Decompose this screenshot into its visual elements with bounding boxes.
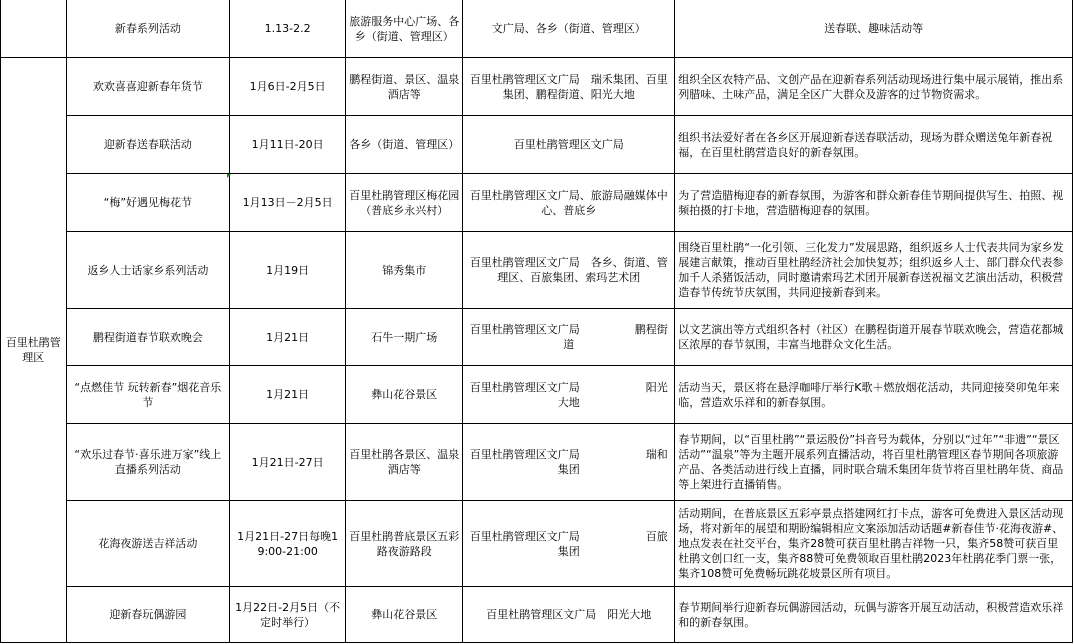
activity-date-cell[interactable]: 1月6日-2月5日: [230, 58, 346, 116]
activity-place-cell[interactable]: 百里杜鹃管理区梅花园（普底乡永兴村）: [346, 174, 463, 232]
activity-organizer-cell[interactable]: 百里杜鹃管理区文广局、旅游局融媒体中心、普底乡: [463, 174, 675, 232]
activity-organizer-cell[interactable]: 百里杜鹃管理区文广局: [463, 116, 675, 174]
activity-content-cell[interactable]: 春节期间，以“百里杜鹃”“景运股份”抖音号为载体，分别以“过年”“非遗”“景区活动”“温泉”等为主题开展系列直播活动，将百里杜鹃管理区春节期间各项旅游产品、各类活动进行线上直播，同时联合瑞禾集团年货节将百里杜鹃年货、商品等上架进行直播销售。: [675, 424, 1073, 501]
table-row: [1, 309, 1073, 366]
activity-date-cell[interactable]: 1.13-2.2: [230, 0, 346, 58]
region-cell[interactable]: 百里杜鹃管理区: [1, 58, 67, 643]
activity-place-cell[interactable]: 鹏程街道、景区、温泉酒店等: [346, 58, 463, 116]
table-row: [1, 232, 1073, 309]
table-row: [1, 424, 1073, 501]
table-row: [1, 174, 1073, 232]
activity-name-cell[interactable]: 欢欢喜喜迎新春年货节: [66, 58, 230, 116]
activity-name-cell[interactable]: 鹏程街道春节联欢晚会: [66, 309, 230, 366]
activity-content-cell[interactable]: 围绕百里杜鹃“一化引领、三化发力”发展思路，组织返乡人士代表共同为家乡发展建言献策，推动百里杜鹃经济社会加快复苏；组织返乡人士、部门群众代表参加千人杀猪饭活动，同时邀请索玛艺术团开展新春送祝福文艺演出活动，积极营造春节传统节庆氛围，共同迎接新春到来。: [675, 232, 1073, 309]
activity-organizer-cell[interactable]: 百里杜鹃管理区文广局 鹏程街道: [463, 309, 675, 366]
table-row: [1, 366, 1073, 424]
activity-content-cell[interactable]: 为了营造腊梅迎春的新春氛围，为游客和群众新春佳节期间提供写生、拍照、视频拍摄的打卡地，营造腊梅迎春的氛围。: [675, 174, 1073, 232]
activity-date-cell[interactable]: 1月13日－2月5日: [230, 174, 346, 232]
table-row: [1, 58, 1073, 116]
activity-organizer-cell[interactable]: 文广局、各乡（街道、管理区）: [463, 0, 675, 58]
activity-place-cell[interactable]: 旅游服务中心广场、各乡（街道、管理区）: [346, 0, 463, 58]
activity-name-cell[interactable]: 迎新春送春联活动: [66, 116, 230, 174]
cell-comment-marker-icon: [227, 174, 231, 178]
activity-content-cell[interactable]: 组织全区农特产品、文创产品在迎新春系列活动现场进行集中展示展销，推出系列腊味、土味产品，满足全区广大群众及游客的过节物资需求。: [675, 58, 1073, 116]
activity-date-cell[interactable]: 1月11日-20日: [230, 116, 346, 174]
activity-content-cell[interactable]: 活动期间，在普底景区五彩亭景点搭建网红打卡点，游客可免费进入景区活动现场，将对新年的展望和期盼编辑相应文案添加活动话题#新春佳节·花海夜游#、地点发表在社交平台，集齐28赞可获百里杜鹃吉祥物一只，集齐58赞可获百里杜鹃文创口红一支，集齐88赞可免费领取百里杜鹃2023年杜鹃花季门票一张，集齐108赞可免费畅玩跳花坡景区所有项目。: [675, 501, 1073, 587]
activity-organizer-cell[interactable]: 百里杜鹃管理区文广局 瑞和集团: [463, 424, 675, 501]
activity-date-cell[interactable]: 1月21日: [230, 366, 346, 424]
activity-date-cell[interactable]: 1月19日: [230, 232, 346, 309]
activity-date-cell[interactable]: 1月21日: [230, 309, 346, 366]
table-row: [1, 0, 1073, 58]
row-blank-cell: [1, 0, 67, 58]
activity-date-cell[interactable]: 1月22日-2月5日（不定时举行）: [230, 587, 346, 643]
activity-content-cell[interactable]: 春节期间举行迎新春玩偶游园活动，玩偶与游客开展互动活动，积极营造欢乐祥和的新春氛围。: [675, 587, 1073, 643]
activity-content-cell[interactable]: 组织书法爱好者在各乡区开展迎新春送春联活动，现场为群众赠送兔年新春祝福，在百里杜鹃营造良好的新春氛围。: [675, 116, 1073, 174]
activity-content-cell[interactable]: 活动当天，景区将在悬浮咖啡厅举行K歌＋燃放烟花活动，共同迎接癸卯兔年来临，营造欢乐祥和的新春氛围。: [675, 366, 1073, 424]
activity-name-cell[interactable]: “欢乐过春节·喜乐进万家”线上直播系列活动: [66, 424, 230, 501]
activity-organizer-cell[interactable]: 百里杜鹃管理区文广局 瑞禾集团、百里集团、鹏程街道、阳光大地: [463, 58, 675, 116]
activity-date-cell[interactable]: 1月21日-27日: [230, 424, 346, 501]
activity-organizer-cell[interactable]: 百里杜鹃管理区文广局 百旅集团: [463, 501, 675, 587]
activity-place-cell[interactable]: 百里杜鹃普底景区五彩路夜游路段: [346, 501, 463, 587]
activity-place-cell[interactable]: 石牛一期广场: [346, 309, 463, 366]
table-row: [1, 116, 1073, 174]
activity-place-cell[interactable]: 各乡（街道、管理区）: [346, 116, 463, 174]
activity-place-cell[interactable]: 锦秀集市: [346, 232, 463, 309]
activity-organizer-cell[interactable]: 百里杜鹃管理区文广局 各乡、街道、管理区、百旅集团、索玛艺术团: [463, 232, 675, 309]
activity-name-cell[interactable]: 返乡人士话家乡系列活动: [66, 232, 230, 309]
activity-organizer-cell[interactable]: 百里杜鹃管理区文广局 阳光大地: [463, 366, 675, 424]
table-row: [1, 501, 1073, 587]
activity-name-cell[interactable]: 新春系列活动: [66, 0, 230, 58]
table-row: [1, 587, 1073, 643]
activity-name-cell[interactable]: “梅”好遇见梅花节: [66, 174, 230, 232]
activity-place-cell[interactable]: 彝山花谷景区: [346, 366, 463, 424]
activity-place-cell[interactable]: 百里杜鹃各景区、温泉酒店等: [346, 424, 463, 501]
activity-name-cell[interactable]: 迎新春玩偶游园: [66, 587, 230, 643]
activity-organizer-cell[interactable]: 百里杜鹃管理区文广局 阳光大地: [463, 587, 675, 643]
activity-date-cell[interactable]: 1月21日-27日每晚19:00-21:00: [230, 501, 346, 587]
activity-content-cell[interactable]: 送春联、趣味活动等: [675, 0, 1073, 58]
activity-content-cell[interactable]: 以文艺演出等方式组织各村（社区）在鹏程街道开展春节联欢晚会，营造花都城区浓厚的春节氛围，丰富当地群众文化生活。: [675, 309, 1073, 366]
activity-place-cell[interactable]: 彝山花谷景区: [346, 587, 463, 643]
activity-name-cell[interactable]: 花海夜游送吉祥活动: [66, 501, 230, 587]
activity-name-cell[interactable]: “点燃佳节 玩转新春”烟花音乐节: [66, 366, 230, 424]
